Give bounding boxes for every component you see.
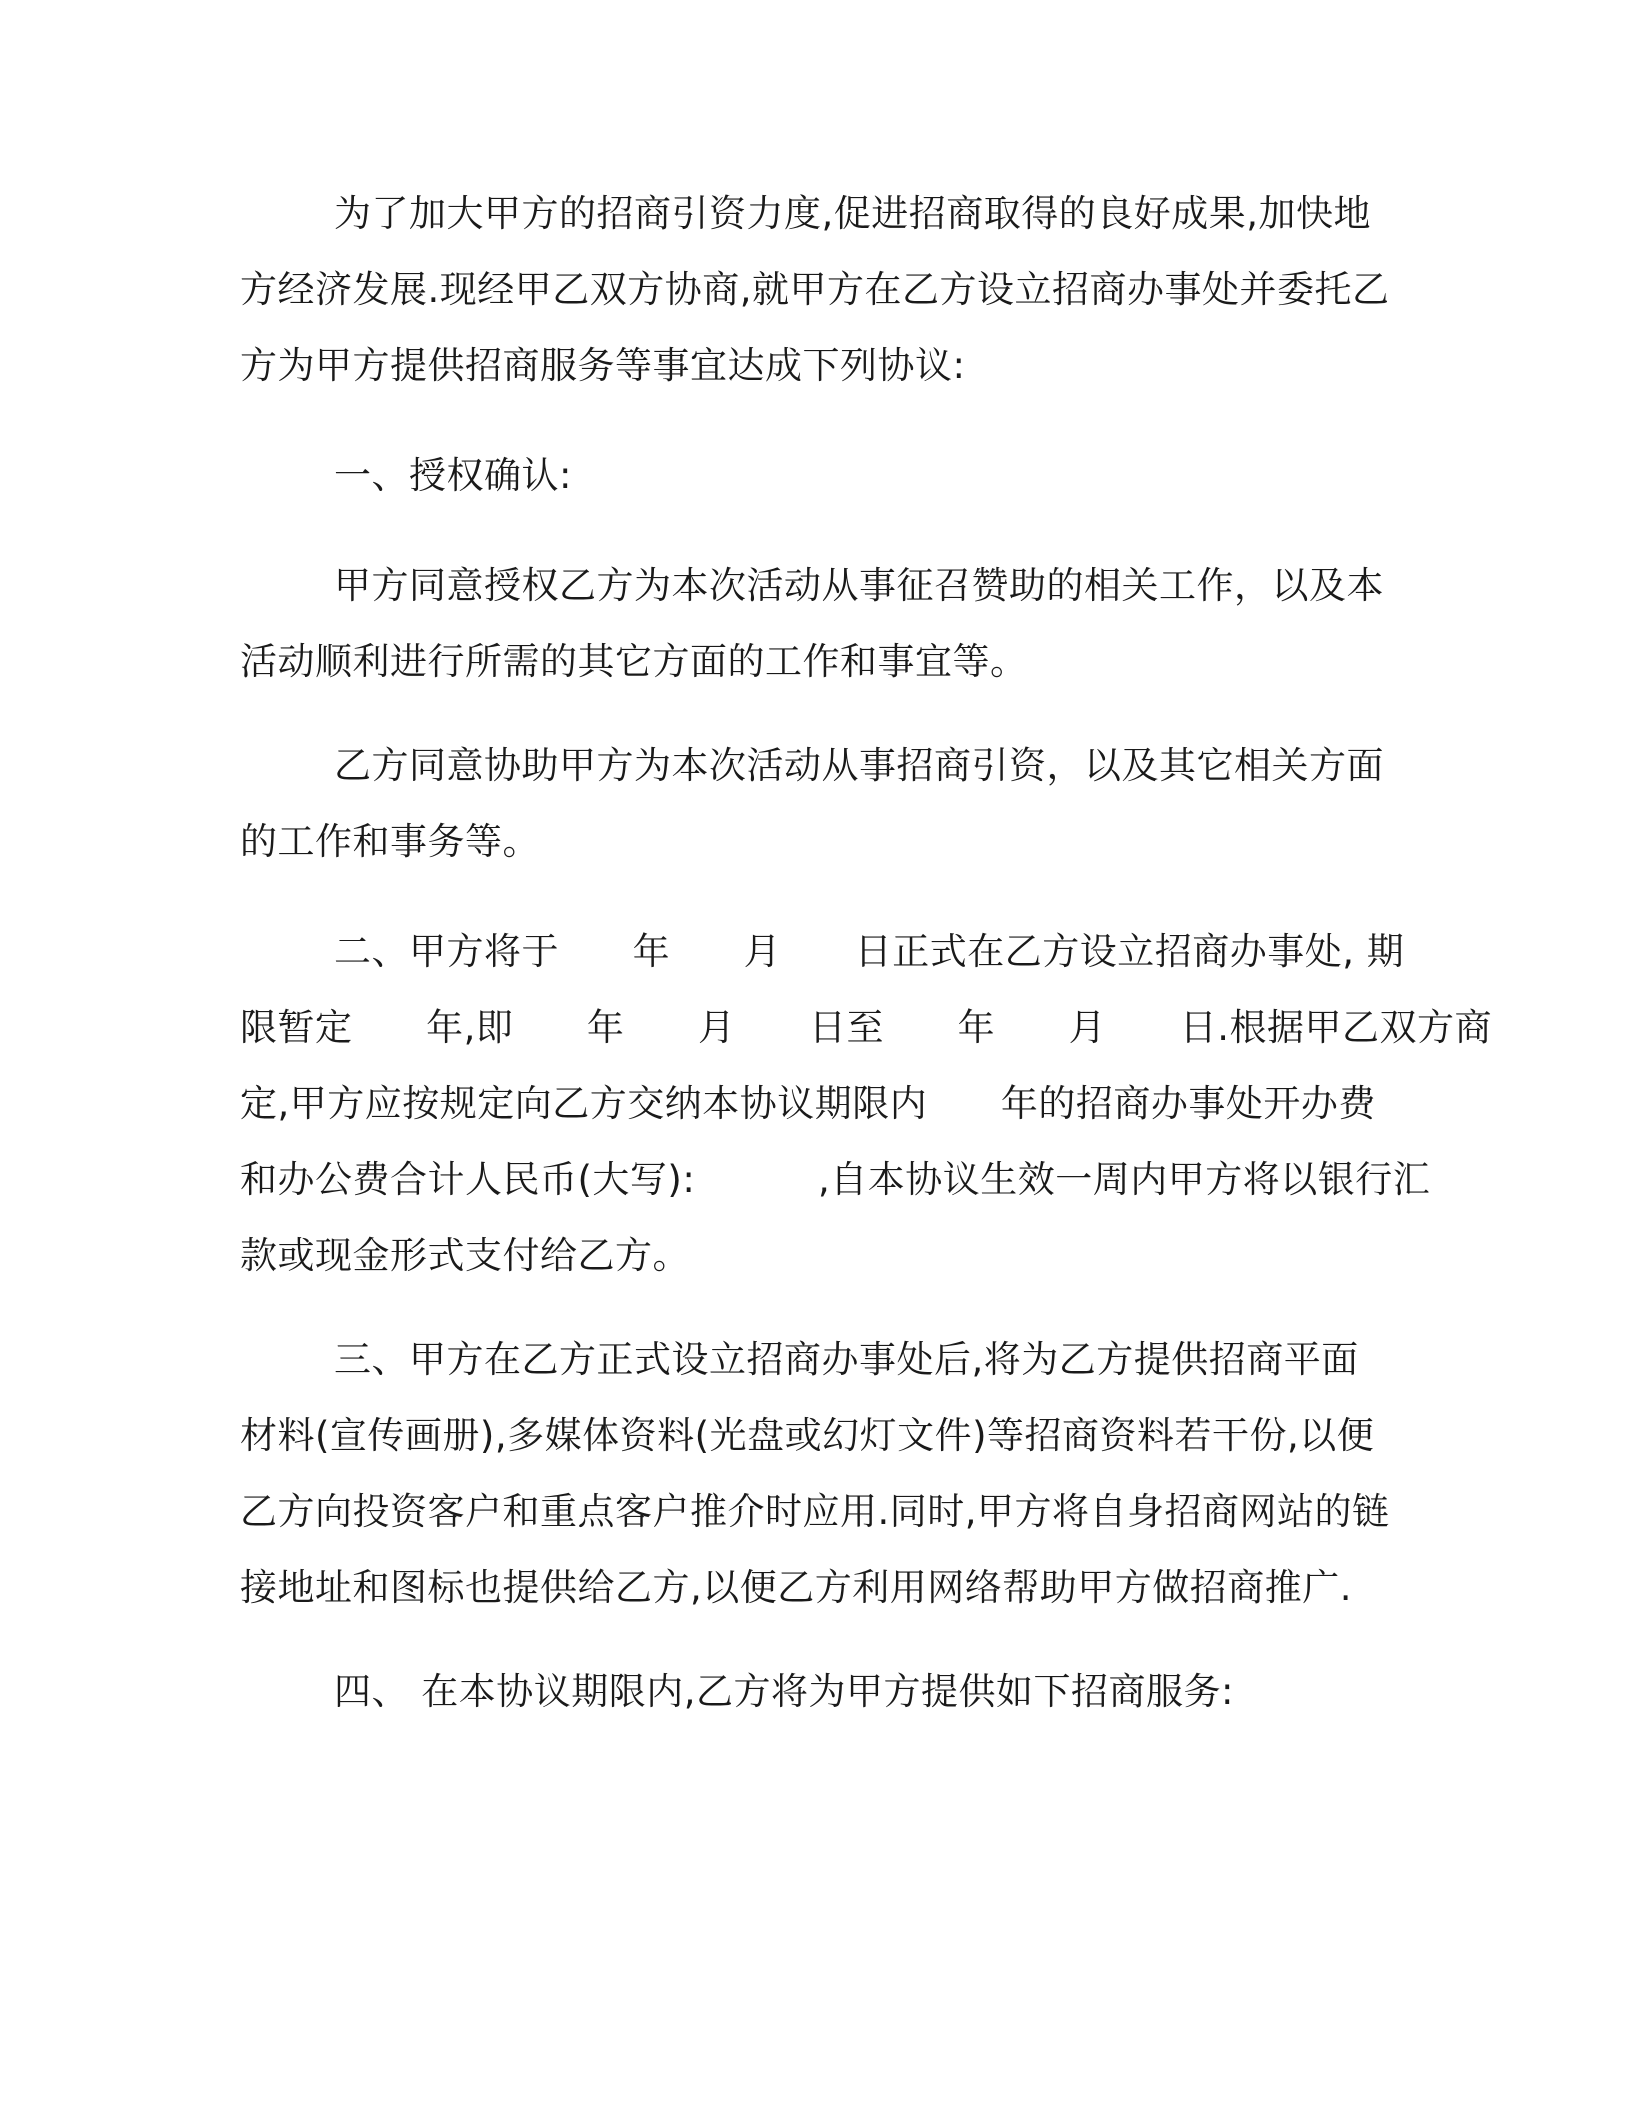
paragraph-party-a-line-1: 甲方同意授权乙方为本次活动从事征召赞助的相关工作，以及本 <box>334 564 1384 607</box>
section-3-line-4: 接地址和图标也提供给乙方,以便乙方利用网络帮助甲方做招商推广. <box>240 1566 1353 1609</box>
paragraph-intro-line-3: 方为甲方提供招商服务等事宜达成下列协议: <box>240 344 966 387</box>
section-2-line-5: 款或现金形式支付给乙方。 <box>240 1234 690 1277</box>
paragraph-party-b-line-2: 的工作和事务等。 <box>240 820 540 863</box>
section-2-line-4: 和办公费合计人民币(大写): ,自本协议生效一周内甲方将以银行汇 <box>240 1158 1431 1201</box>
paragraph-intro-line-2: 方经济发展.现经甲乙双方协商,就甲方在乙方设立招商办事处并委托乙 <box>240 268 1390 311</box>
section-2-line-2: 限暂定 年,即 年 月 日至 年 月 日.根据甲乙双方商 <box>240 1006 1492 1049</box>
section-1-heading: 一、授权确认: <box>334 454 572 497</box>
section-4-heading: 四、 在本协议期限内,乙方将为甲方提供如下招商服务: <box>334 1670 1234 1713</box>
paragraph-party-b-line-1: 乙方同意协助甲方为本次活动从事招商引资，以及其它相关方面 <box>334 744 1384 787</box>
section-3-line-3: 乙方向投资客户和重点客户推介时应用.同时,甲方将自身招商网站的链 <box>240 1490 1390 1533</box>
paragraph-party-a-line-2: 活动顺利进行所需的其它方面的工作和事宜等。 <box>240 640 1028 683</box>
section-3-line-1: 三、甲方在乙方正式设立招商办事处后,将为乙方提供招商平面 <box>334 1338 1359 1381</box>
section-2-line-1: 二、甲方将于 年 月 日正式在乙方设立招商办事处, 期 <box>334 930 1405 973</box>
section-2-line-3: 定,甲方应按规定向乙方交纳本协议期限内 年的招商办事处开办费 <box>240 1082 1376 1125</box>
paragraph-intro-line-1: 为了加大甲方的招商引资力度,促进招商取得的良好成果,加快地 <box>334 192 1372 235</box>
section-3-line-2: 材料(宣传画册),多媒体资料(光盘或幻灯文件)等招商资料若干份,以便 <box>240 1414 1375 1457</box>
